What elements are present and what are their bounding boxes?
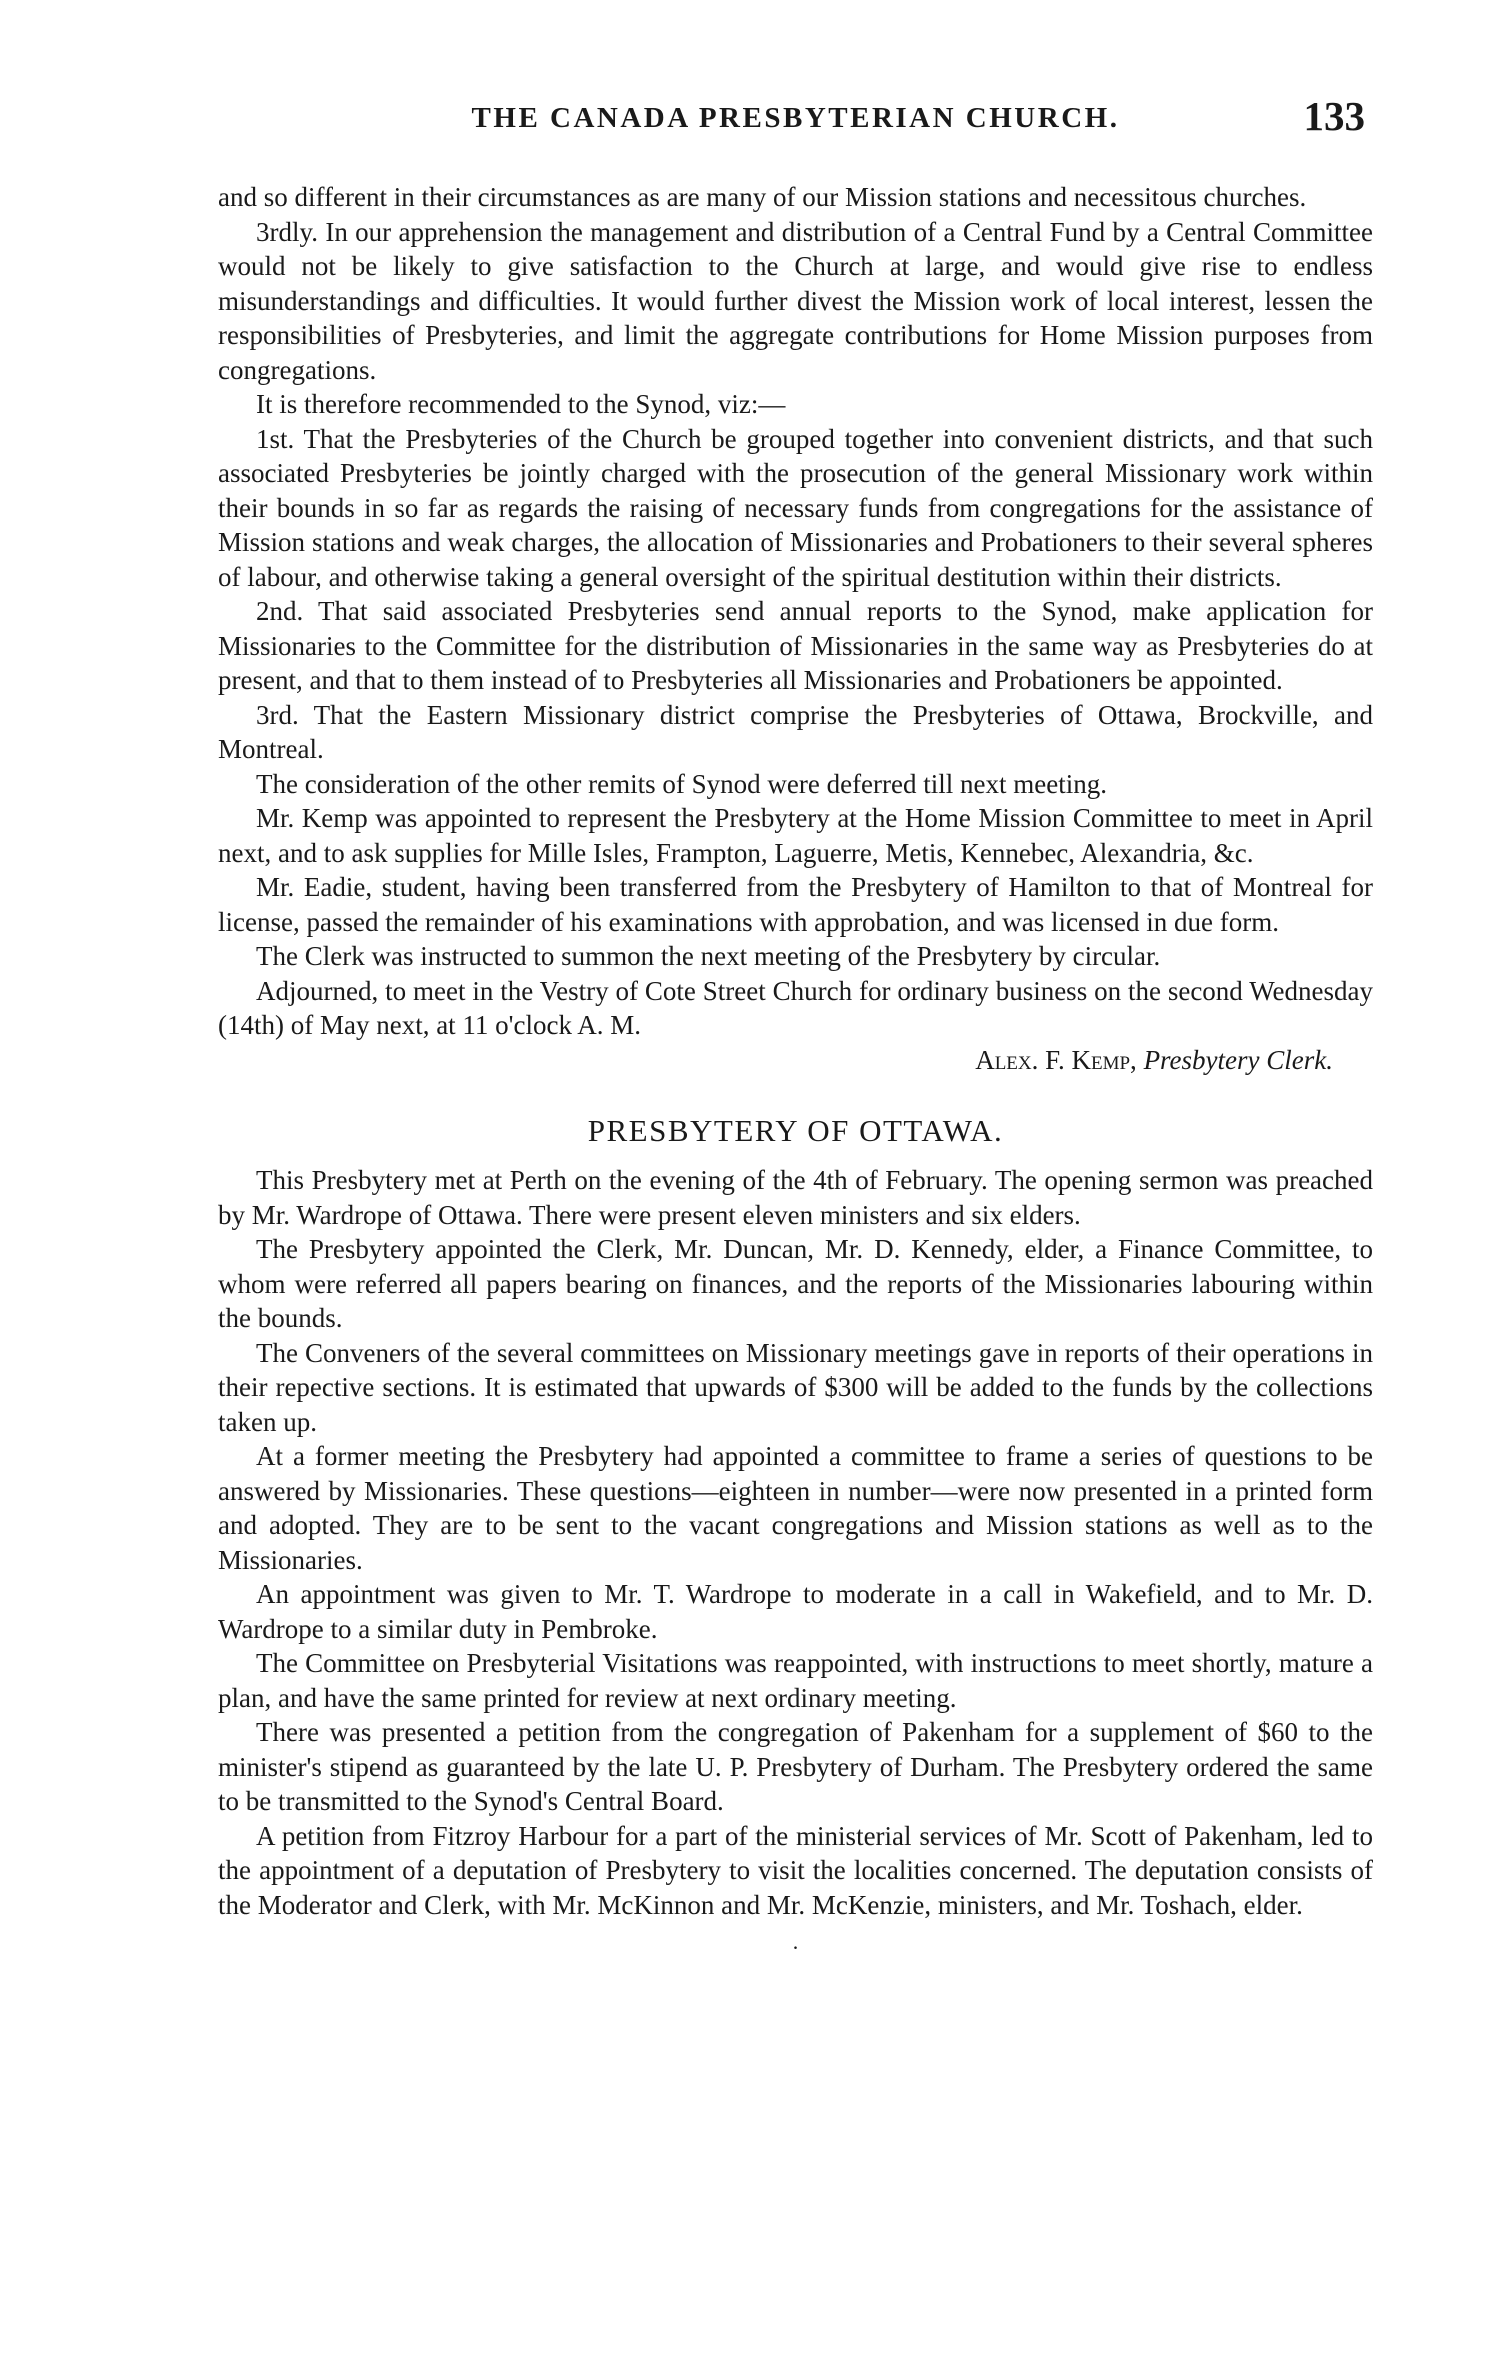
paragraph: 3rdly. In our apprehension the management and distribution of a Central Fund by a Central Committee would not be likely to give satisfaction to the Church at large, and would give rise to endless misunderstandings and difficulties. It would further divest the Mission work of local interest, lessen the responsibilities of Presbyteries, and limit the aggregate contributions for Home Mission purposes from congregations. bbox=[218, 216, 1373, 385]
paragraph: The Presbytery appointed the Clerk, Mr. Duncan, Mr. D. Kennedy, elder, a Finance Committee, to whom were referred all papers bearing on finances, and the reports of the Missionaries labouring within the bounds. bbox=[218, 1234, 1373, 1333]
paragraph: The Conveners of the several committees on Missionary meetings gave in reports of their operations in their repective sections. It is estimated that upwards of $300 will be added to the funds by the collections taken up. bbox=[218, 1337, 1373, 1437]
paragraph: The Committee on Presbyterial Visitations was reappointed, with instructions to meet shortly, mature a plan, and have the same printed for review at next ordinary meeting. bbox=[218, 1648, 1373, 1713]
paragraph: The Clerk was instructed to summon the next meeting of the Presbytery by circular. bbox=[256, 941, 1161, 971]
signature-title: Presbytery Clerk. bbox=[1143, 1044, 1333, 1075]
document-page bbox=[218, 92, 1373, 1952]
paragraph: This Presbytery met at Perth on the evening of the 4th of February. The opening sermon was preached by Mr. Wardrope of Ottawa. There were present eleven ministers and six elders. bbox=[218, 1165, 1373, 1230]
paragraph: Adjourned, to meet in the Vestry of Cote Street Church for ordinary business on the second Wednesday (14th) of May next, at 11 o'clock A. M. bbox=[218, 975, 1373, 1040]
paragraph: 2nd. That said associated Presbyteries send annual reports to the Synod, make application for Missionaries to the Committee for the distribution of Missionaries in the same way as Presbyteries do at present, and that to them instead of to Presbyteries all Missionaries and Probationers be appointed. bbox=[218, 596, 1373, 695]
page-header bbox=[218, 92, 1373, 142]
paragraph: Mr. Kemp was appointed to represent the Presbytery at the Home Mission Committee to meet in April next, and to ask supplies for Mille Isles, Frampton, Laguerre, Metis, Kennebec, Alexandria, &c. bbox=[218, 803, 1373, 868]
paragraph: 1st. That the Presbyteries of the Church be grouped together into convenient districts, and that such associated Presbyteries be jointly charged with the prosecution of the general Missionary work within their bounds in so far as regards the raising of necessary funds from congregations for the assistance of Mission stations and weak charges, the allocation of Missionaries and Probationers to their several spheres of labour, and otherwise taking a general oversight of the spiritual destitution within their districts. bbox=[218, 423, 1373, 592]
page-number: 133 bbox=[1303, 93, 1365, 139]
paragraph: The consideration of the other remits of Synod were deferred till next meeting. bbox=[256, 768, 1107, 799]
paragraph: At a former meeting the Presbytery had appointed a committee to frame a series of questions to be answered by Missionaries. These questions—eighteen in number—were now presented in a printed form and adopted. They are to be sent to the vacant congregations and Mission stations as well as to the Missionaries. bbox=[218, 1441, 1373, 1575]
paragraph: and so different in their circumstances as are many of our Mission stations and necessitous churches. bbox=[218, 182, 1307, 212]
paragraph: It is therefore recommended to the Synod, viz:— bbox=[256, 389, 786, 419]
paragraph: 3rd. That the Eastern Missionary district comprise the Presbyteries of Ottawa, Brockville, and Montreal. bbox=[218, 699, 1373, 764]
end-mark: . bbox=[792, 1929, 799, 1954]
clerk-signature bbox=[218, 1043, 1373, 1078]
signature-name: Alex. F. Kemp, bbox=[975, 1044, 1137, 1075]
running-head: THE CANADA PRESBYTERIAN CHURCH. bbox=[471, 102, 1120, 134]
paragraph: There was presented a petition from the congregation of Pakenham for a supplement of $60 to the minister's stipend as guaranteed by the late U. P. Presbytery of Durham. The Presbytery ordered the same to be transmitted to the Synod's Central Board. bbox=[218, 1717, 1373, 1816]
paragraph: Mr. Eadie, student, having been transferred from the Presbytery of Hamilton to that of Montreal for license, passed the remainder of his examinations with approbation, and was licensed in due form. bbox=[218, 872, 1373, 937]
paragraph: A petition from Fitzroy Harbour for a part of the ministerial services of Mr. Scott of Pakenham, led to the appointment of a deputation of Presbytery to visit the localities concerned. The deputation consists of the Moderator and Clerk, with Mr. McKinnon and Mr. McKenzie, ministers, and Mr. Toshach, elder. bbox=[218, 1820, 1373, 1920]
section-title: PRESBYTERY OF OTTAWA. bbox=[587, 1113, 1004, 1148]
paragraph: An appointment was given to Mr. T. Wardrope to moderate in a call in Wakefield, and to Mr. D. Wardrope to a similar duty in Pembroke. bbox=[218, 1579, 1373, 1644]
body-text bbox=[218, 180, 1373, 1952]
